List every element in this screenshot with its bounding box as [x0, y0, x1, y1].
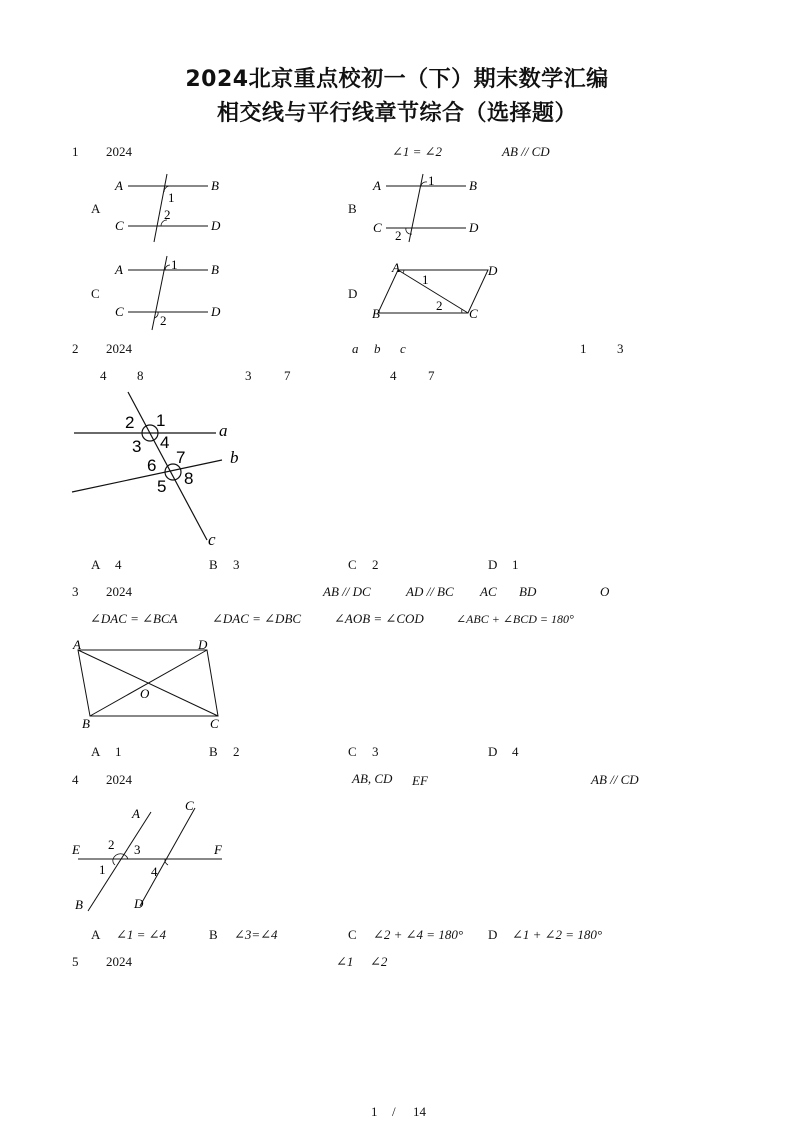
point-label-d: D — [211, 218, 221, 233]
angle-label-2: 2 — [436, 298, 443, 313]
angle-label-1: 1 — [168, 190, 175, 205]
point-label-o: O — [140, 686, 150, 701]
angle-label-3: 3 — [134, 842, 141, 857]
point-label-f: F — [214, 842, 222, 857]
point-label-a: A — [392, 260, 400, 275]
angle-label-7: 7 — [176, 448, 186, 467]
num-1: 1 — [580, 341, 587, 356]
line-ef: EF — [412, 773, 428, 788]
choice-a-value: ∠1 = ∠4 — [116, 927, 167, 942]
choice-d-letter[interactable]: D — [488, 744, 498, 759]
angle-label-8: 8 — [184, 469, 194, 488]
point-label-a: A — [373, 178, 381, 193]
angle-2: ∠2 — [370, 954, 388, 969]
given-bd: BD — [519, 584, 537, 599]
point-label-b: B — [82, 716, 90, 731]
question-year: 2024 — [106, 341, 132, 356]
angle-label-2: 2 — [125, 413, 135, 432]
point-label-d: D — [469, 220, 479, 235]
line-label-b: b — [230, 448, 239, 467]
figure-option-c — [112, 252, 232, 332]
option-label-a: A — [91, 201, 101, 216]
choice-a-value: 1 — [115, 744, 122, 759]
angle-label-1: 1 — [156, 411, 166, 430]
choice-a-letter[interactable]: A — [91, 557, 101, 572]
point-label-c: C — [115, 304, 124, 319]
angle-label-2: 2 — [108, 837, 115, 852]
choice-b-letter[interactable]: B — [209, 744, 218, 759]
point-label-c: C — [210, 716, 219, 731]
point-label-b: B — [469, 178, 477, 193]
point-label-c: C — [185, 798, 194, 813]
page-total: 14 — [413, 1104, 426, 1119]
angle-label-1: 1 — [171, 257, 178, 272]
option-label-d: D — [348, 286, 358, 301]
choice-d-value: 4 — [512, 744, 519, 759]
num-4b: 4 — [390, 368, 397, 383]
choice-b-value: 2 — [233, 744, 240, 759]
point-label-d: D — [488, 263, 498, 278]
statement-1: ∠DAC = ∠BCA — [90, 611, 178, 626]
angle-label-5: 5 — [157, 477, 167, 496]
question-year: 2024 — [106, 772, 132, 787]
page-separator: / — [392, 1104, 396, 1119]
option-label-b: B — [348, 201, 357, 216]
choice-c-letter[interactable]: C — [348, 744, 357, 759]
given-ac: AC — [480, 584, 497, 599]
num-8: 8 — [137, 368, 144, 383]
choice-b-letter[interactable]: B — [209, 557, 218, 572]
angle-label-3: 3 — [132, 437, 142, 456]
question-number: 1 — [72, 144, 79, 159]
question-number: 3 — [72, 584, 79, 599]
doc-title-line1: 2024北京重点校初一（下）期末数学汇编 — [185, 67, 609, 92]
point-label-b: B — [211, 178, 219, 193]
choice-c-letter[interactable]: C — [348, 927, 357, 942]
num-3b: 3 — [245, 368, 252, 383]
line-label-a: a — [219, 421, 228, 440]
angle-label-4: 4 — [160, 433, 170, 452]
question-year: 2024 — [106, 954, 132, 969]
angle-label-1: 1 — [428, 173, 435, 188]
choice-d-letter[interactable]: D — [488, 557, 498, 572]
statement-4: ∠ABC + ∠BCD = 180° — [456, 612, 574, 626]
choice-d-value: ∠1 + ∠2 = 180° — [512, 927, 603, 942]
point-label-a: A — [132, 806, 140, 821]
choice-a-letter[interactable]: A — [91, 927, 101, 942]
angle-1: ∠1 — [336, 954, 354, 969]
figure-option-b — [370, 170, 490, 246]
point-label-c: C — [373, 220, 382, 235]
point-label-a: A — [73, 637, 81, 652]
choice-c-value: 3 — [372, 744, 379, 759]
line-label-c: c — [208, 530, 216, 548]
var-a: a — [352, 341, 359, 356]
point-label-c: C — [115, 218, 124, 233]
num-7b: 7 — [428, 368, 435, 383]
point-label-a: A — [115, 178, 123, 193]
angle-label-2: 2 — [395, 228, 402, 243]
given-ab-dc: AB // DC — [323, 584, 371, 599]
num-4: 4 — [100, 368, 107, 383]
figure-q4-lines — [68, 796, 238, 916]
choice-b-letter[interactable]: B — [209, 927, 218, 942]
figure-option-a — [112, 170, 232, 246]
given-o: O — [600, 584, 610, 599]
question-number: 4 — [72, 772, 79, 787]
num-3: 3 — [617, 341, 624, 356]
angle-label-1: 1 — [99, 862, 106, 877]
figure-q2-lines — [70, 388, 260, 548]
figure-option-d — [370, 258, 510, 328]
choice-c-letter[interactable]: C — [348, 557, 357, 572]
question-year: 2024 — [106, 144, 132, 159]
point-label-e: E — [72, 842, 80, 857]
statement-2: ∠DAC = ∠DBC — [212, 611, 302, 626]
statement-3: ∠AOB = ∠COD — [334, 611, 424, 626]
choice-b-value: 3 — [233, 557, 240, 572]
figure-q3-parallelogram — [70, 636, 230, 734]
question-number: 5 — [72, 954, 79, 969]
choice-d-letter[interactable]: D — [488, 927, 498, 942]
condition-parallel: AB // CD — [502, 144, 550, 159]
conclusion-parallel: AB // CD — [591, 772, 639, 787]
point-label-d: D — [134, 896, 144, 911]
angle-label-1: 1 — [422, 272, 429, 287]
point-label-a: A — [115, 262, 123, 277]
point-label-b: B — [75, 897, 83, 912]
point-label-b: B — [211, 262, 219, 277]
condition-angle: ∠1 = ∠2 — [392, 144, 443, 159]
angle-label-6: 6 — [147, 456, 157, 475]
angle-label-2: 2 — [164, 207, 171, 222]
var-b: b — [374, 341, 381, 356]
angle-label-2: 2 — [160, 313, 167, 328]
point-label-d: D — [198, 637, 208, 652]
point-label-d: D — [211, 304, 221, 319]
page-number: 1 — [371, 1104, 378, 1119]
choice-a-letter[interactable]: A — [91, 744, 101, 759]
doc-title-line2: 相交线与平行线章节综合（选择题） — [216, 101, 577, 126]
var-c: c — [400, 341, 406, 356]
given-ad-bc: AD // BC — [406, 584, 454, 599]
choice-a-value: 4 — [115, 557, 122, 572]
num-7: 7 — [284, 368, 291, 383]
choice-b-value: ∠3=∠4 — [234, 927, 278, 942]
point-label-b: B — [372, 306, 380, 321]
choice-c-value: 2 — [372, 557, 379, 572]
lines-ab-cd: AB, CD — [352, 771, 393, 786]
choice-d-value: 1 — [512, 557, 519, 572]
choice-c-value: ∠2 + ∠4 = 180° — [373, 927, 464, 942]
question-number: 2 — [72, 341, 79, 356]
point-label-c: C — [469, 306, 478, 321]
option-label-c: C — [91, 286, 100, 301]
angle-label-4: 4 — [151, 864, 158, 879]
question-year: 2024 — [106, 584, 132, 599]
